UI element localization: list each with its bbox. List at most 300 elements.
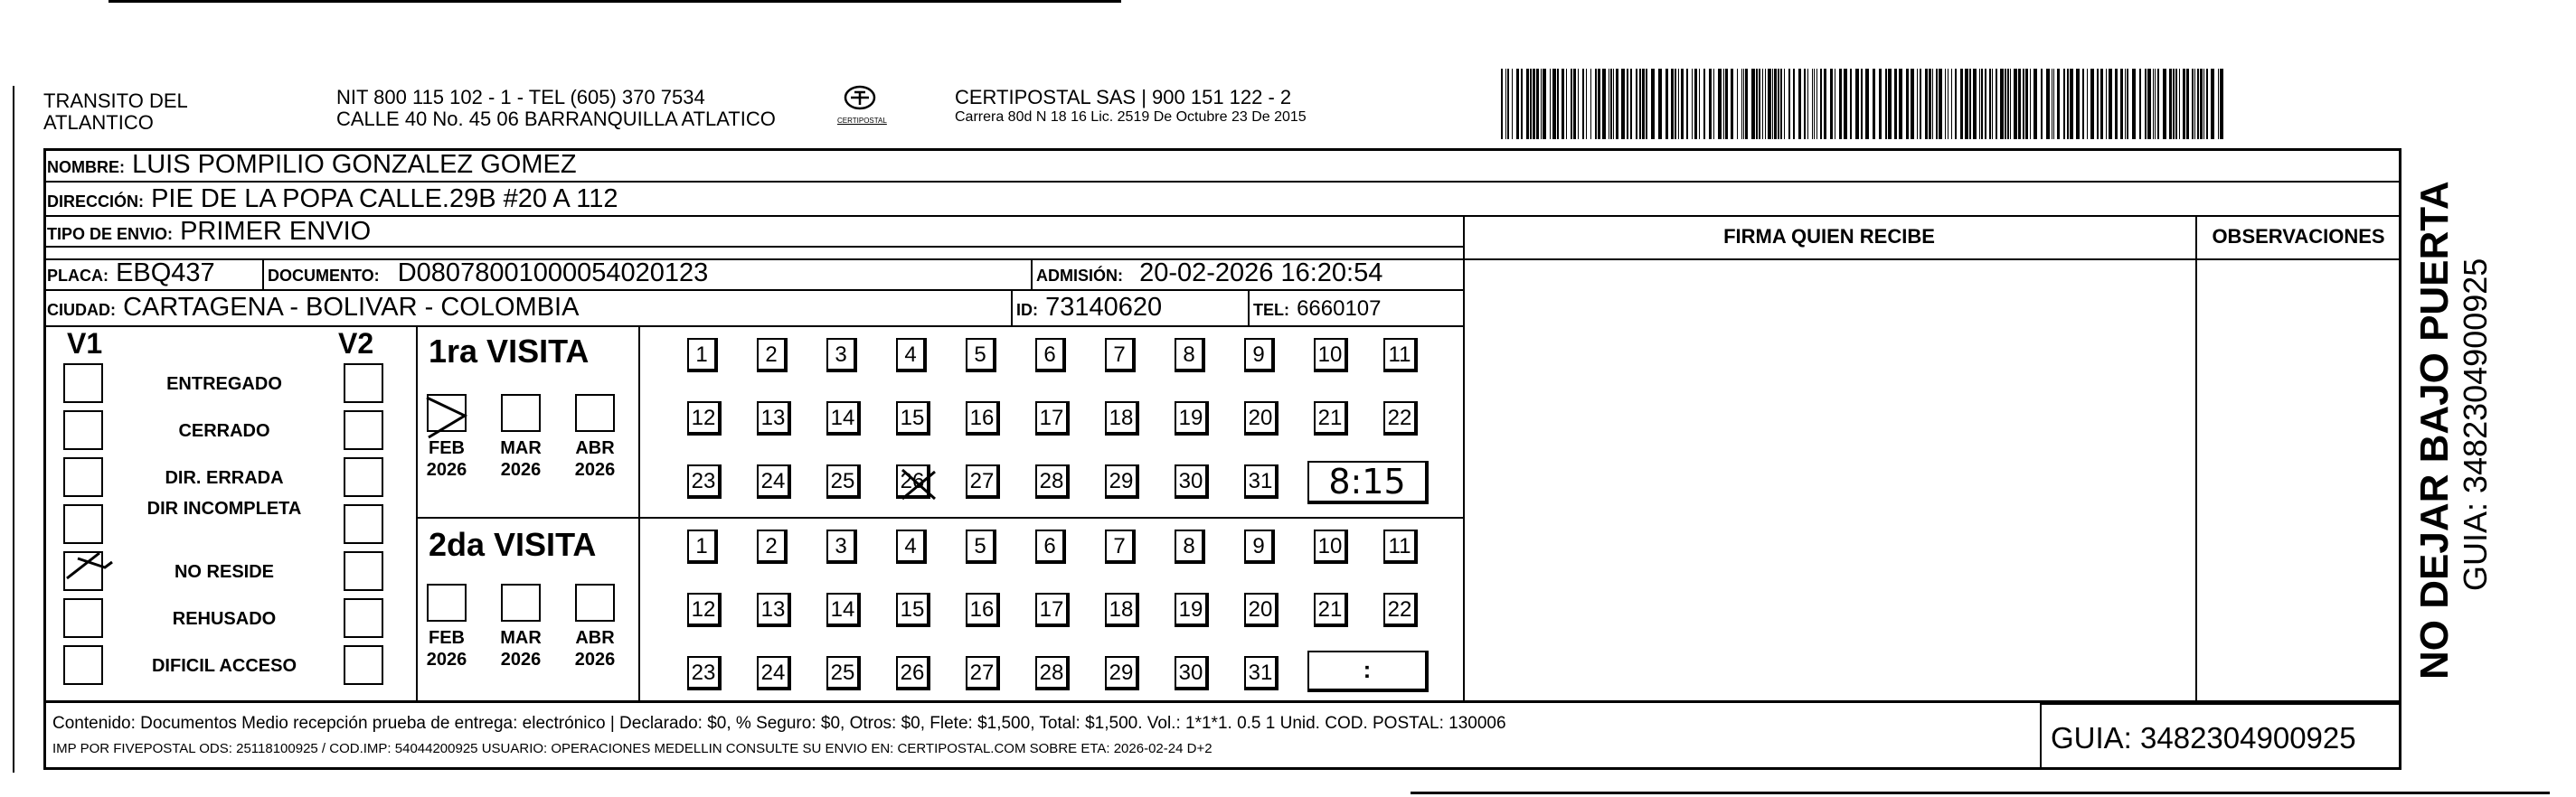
barcode-bar: [2030, 69, 2031, 139]
side-notice-line2: GUIA: 3482304900925: [2457, 258, 2494, 591]
visit-2-month-box-1[interactable]: [501, 584, 541, 622]
barcode-bar: [1550, 69, 1551, 139]
visit-2-day-box[interactable]: 19: [1175, 593, 1209, 627]
barcode-bar: [1969, 69, 1971, 139]
barcode-bar: [1774, 69, 1777, 139]
nombre-row: NOMBRE: LUIS POMPILIO GONZALEZ GOMEZ: [47, 150, 577, 179]
status-option-label: DIFICIL ACCESO: [151, 656, 297, 676]
visit-2-day-box[interactable]: 26: [896, 656, 930, 690]
documento-cell: DOCUMENTO: D08078001000054020123: [268, 258, 709, 287]
visit-1-day-box[interactable]: 1: [687, 338, 718, 372]
month-year: 2026: [574, 650, 616, 670]
barcode-bar: [1590, 69, 1591, 139]
barcode-bar: [1646, 69, 1647, 139]
barcode-bar: [1699, 69, 1700, 139]
barcode-bar: [1512, 69, 1513, 139]
sender-name: TRANSITO DEL ATLANTICO: [43, 89, 188, 134]
visit-1-day-box[interactable]: 4: [896, 338, 927, 372]
v2-checkbox-6[interactable]: [344, 645, 383, 685]
barcode-bar: [1804, 69, 1806, 139]
barcode-bar: [1751, 69, 1755, 139]
barcode-bar: [1979, 69, 1980, 139]
month-name: FEB: [429, 438, 465, 458]
barcode-bar: [2000, 69, 2004, 139]
barcode-bar: [1778, 69, 1779, 139]
visit-2-month-label: [562, 627, 627, 670]
visit-1-month-label: [488, 437, 553, 481]
barcode-bar: [2025, 69, 2028, 139]
barcode-bar: [2155, 69, 2156, 139]
visit-1-day-box[interactable]: 16: [966, 401, 1000, 436]
barcode-bar: [1989, 69, 1991, 139]
barcode-bar: [2220, 69, 2223, 139]
barcode-bar: [1879, 69, 1882, 139]
certipostal-logo: CERTIPOSTAL: [837, 85, 882, 130]
barcode-bar: [1762, 69, 1763, 139]
barcode-bar: [1636, 69, 1637, 139]
barcode-bar: [2106, 69, 2107, 139]
visit-2-day-box[interactable]: 7: [1105, 530, 1136, 564]
ciudad-value: CARTAGENA - BOLIVAR - COLOMBIA: [123, 293, 580, 322]
visit-1-day-box[interactable]: 7: [1105, 338, 1136, 372]
sender-nit: NIT 800 115 102 - 1 - TEL (605) 370 7534 CALLE 40 No. 45 06 BARRANQUILLA ATLATICO: [336, 86, 776, 130]
side-notice-line1: NO DEJAR BAJO PUERTA: [2412, 181, 2457, 680]
barcode-bar: [1713, 69, 1714, 139]
barcode-bar: [1844, 69, 1847, 139]
v1-checkbox-0[interactable]: [63, 363, 103, 403]
second-visit-title: 2da VISITA: [429, 526, 597, 563]
visit-2-day-box[interactable]: 10: [1314, 530, 1348, 564]
visit-1-day-box[interactable]: 5: [966, 338, 996, 372]
logo-mark-icon: [842, 85, 878, 112]
month-name: FEB: [429, 628, 465, 648]
id-tel-divider: [1248, 289, 1250, 325]
barcode-bar: [1562, 69, 1564, 139]
barcode-bar: [1894, 69, 1897, 139]
visit-2-day-box[interactable]: 14: [826, 593, 861, 627]
visit-2-day-box[interactable]: 5: [966, 530, 996, 564]
barcode-bar: [1586, 69, 1587, 139]
visit-2-day-box[interactable]: 11: [1383, 530, 1418, 564]
barcode-bar: [1830, 69, 1833, 139]
obs-col-left: [2195, 215, 2197, 703]
barcode-bar: [2175, 69, 2177, 139]
documento-value: D08078001000054020123: [397, 258, 709, 287]
barcode-image: [1501, 69, 2224, 139]
first-visit-time-box[interactable]: [1307, 461, 1429, 504]
barcode-bar: [2109, 69, 2112, 139]
barcode-bar: [1571, 69, 1572, 139]
tel-value: 6660107: [1297, 296, 1382, 321]
status-option-label: NO RESIDE: [174, 562, 275, 582]
barcode-bar: [1812, 69, 1813, 139]
visit-2-day-box[interactable]: 25: [826, 656, 861, 690]
tipo-envio-row: TIPO DE ENVIO: PRIMER ENVIO: [47, 217, 372, 246]
barcode-bar: [1992, 69, 1993, 139]
company-info: CERTIPOSTAL SAS | 900 151 122 - 2 Carrera 80d N 18 16 Lic. 2519 De Octubre 23 De 2015: [955, 86, 1307, 125]
barcode-bar: [2132, 69, 2136, 139]
visit-2-day-box[interactable]: 24: [757, 656, 791, 690]
barcode-bar: [1920, 69, 1921, 139]
second-visit-time: :: [1363, 656, 1372, 683]
visit-1-day-box[interactable]: 2: [757, 338, 788, 372]
v1-checkbox-1[interactable]: [63, 410, 103, 450]
visit-1-day-box[interactable]: 20: [1244, 401, 1279, 436]
visit-1-day-box[interactable]: 3: [826, 338, 857, 372]
barcode-bar: [1521, 69, 1523, 139]
barcode-bar: [1686, 69, 1688, 139]
visit-1-day-box[interactable]: 23: [687, 464, 722, 499]
barcode-bar: [1692, 69, 1693, 139]
visit-2-day-box[interactable]: 9: [1244, 530, 1275, 564]
visit-2-day-box[interactable]: 21: [1314, 593, 1348, 627]
visits-divider: [416, 517, 1463, 519]
visit-2-month-label: [488, 627, 553, 670]
barcode-bar: [1981, 69, 1983, 139]
visit-1-day-box[interactable]: 26: [896, 464, 930, 499]
barcode-bar: [1873, 69, 1875, 139]
tel-cell: TEL: 6660107: [1253, 296, 1382, 321]
barcode-bar: [1552, 69, 1556, 139]
visit-2-day-box[interactable]: 29: [1105, 656, 1139, 690]
barcode-bar: [2046, 69, 2050, 139]
barcode-bar: [1743, 69, 1744, 139]
barcode-bar: [1507, 69, 1509, 139]
v2-checkbox-1[interactable]: [344, 410, 383, 450]
visit-2-day-box[interactable]: 17: [1035, 593, 1070, 627]
v1-checkbox-2[interactable]: [63, 457, 103, 497]
barcode-bar: [1948, 69, 1949, 139]
visit-1-day-box[interactable]: 29: [1105, 464, 1139, 499]
visit-1-day-box[interactable]: 11: [1383, 338, 1418, 372]
visit-2-day-box[interactable]: 6: [1035, 530, 1066, 564]
visit-1-day-box[interactable]: 21: [1314, 401, 1348, 436]
barcode-bar: [1985, 69, 1986, 139]
status-option-label: REHUSADO: [172, 609, 277, 629]
barcode-bar: [1582, 69, 1584, 139]
footer-guia-divider: [2040, 703, 2042, 770]
barcode-bar: [2145, 69, 2147, 139]
barcode-bar: [1816, 69, 1817, 139]
v1-label: V1: [67, 327, 103, 360]
barcode-bar: [1925, 69, 1928, 139]
barcode-bar: [1784, 69, 1785, 139]
barcode-bar: [1745, 69, 1748, 139]
barcode-bar: [2186, 69, 2189, 139]
barcode-bar: [1694, 69, 1697, 139]
barcode-bar: [1936, 69, 1938, 139]
visit-1-day-box[interactable]: 31: [1244, 464, 1279, 499]
barcode-bar: [1530, 69, 1532, 139]
barcode-bar: [1675, 69, 1676, 139]
visit-2-day-box[interactable]: 27: [966, 656, 1000, 690]
barcode-bar: [2147, 69, 2151, 139]
barcode-bar: [1501, 69, 1503, 139]
v2-checkbox-2[interactable]: [344, 457, 383, 497]
visit-2-day-box[interactable]: 12: [687, 593, 722, 627]
visit-1-month-label: [414, 437, 479, 481]
barcode-bar: [1960, 69, 1963, 139]
barcode-bar: [1678, 69, 1679, 139]
month-name: ABR: [575, 628, 615, 648]
barcode-bar: [2192, 69, 2194, 139]
barcode-bar: [1621, 69, 1625, 139]
barcode-bar: [1768, 69, 1771, 139]
visit-1-day-box[interactable]: 12: [687, 401, 722, 436]
visit-1-day-box[interactable]: 9: [1244, 338, 1275, 372]
barcode-bar: [1756, 69, 1758, 139]
status-option-label: CERRADO: [178, 421, 270, 441]
barcode-bar: [1798, 69, 1801, 139]
visit-1-month-box-1[interactable]: [501, 394, 541, 432]
barcode-bar: [1839, 69, 1842, 139]
visit-2-day-box[interactable]: 13: [757, 593, 791, 627]
barcode-bar: [1807, 69, 1808, 139]
visit-2-day-box[interactable]: 30: [1175, 656, 1209, 690]
barcode-bar: [1578, 69, 1579, 139]
barcode-bar: [1526, 69, 1529, 139]
barcode-bar: [1642, 69, 1645, 139]
visit-2-day-box[interactable]: 22: [1383, 593, 1418, 627]
visit-1-month-label: [562, 437, 627, 481]
barcode-bar: [1793, 69, 1795, 139]
barcode-bar: [2033, 69, 2037, 139]
status-option-label: DIR. ERRADA: [165, 468, 284, 488]
visit-2-day-box[interactable]: 31: [1244, 656, 1279, 690]
barcode-bar: [2082, 69, 2084, 139]
barcode-bar: [1516, 69, 1519, 139]
visit-1-day-box[interactable]: 8: [1175, 338, 1205, 372]
barcode-bar: [2070, 69, 2073, 139]
admision-cell: ADMISIÓN: 20-02-2026 16:20:54: [1036, 258, 1383, 287]
v2-checkbox-3[interactable]: [344, 504, 383, 544]
barcode-bar: [1765, 69, 1766, 139]
firma-col-left: [1463, 215, 1465, 703]
visit-1-day-box[interactable]: 22: [1383, 401, 1418, 436]
visit-2-day-box[interactable]: 3: [826, 530, 857, 564]
firma-header: FIRMA QUIEN RECIBE: [1723, 225, 1935, 248]
barcode-bar: [1718, 69, 1722, 139]
admision-value: 20-02-2026 16:20:54: [1139, 258, 1383, 287]
barcode-bar: [2203, 69, 2204, 139]
visit-1-month-box-2[interactable]: [575, 394, 615, 432]
left-edge-line: [13, 86, 14, 773]
barcode-bar: [2067, 69, 2069, 139]
month-year: 2026: [426, 460, 467, 480]
month-year: 2026: [574, 460, 616, 480]
barcode-bar: [1888, 69, 1892, 139]
visit-2-day-box[interactable]: 23: [687, 656, 722, 690]
barcode-bar: [2200, 69, 2203, 139]
barcode-bar: [2197, 69, 2199, 139]
visit-2-day-box[interactable]: 4: [896, 530, 927, 564]
barcode-bar: [2173, 69, 2175, 139]
barcode-bar: [1820, 69, 1822, 139]
v1-checkbox-5[interactable]: [63, 598, 103, 638]
barcode-bar: [1703, 69, 1705, 139]
barcode-bar: [1627, 69, 1628, 139]
barcode-bar: [1616, 69, 1618, 139]
barcode-bar: [1543, 69, 1546, 139]
barcode-bar: [1865, 69, 1869, 139]
barcode-bar: [1929, 69, 1931, 139]
month-year: 2026: [500, 460, 542, 480]
barcode-bar: [2163, 69, 2166, 139]
visit-2-month-box-0[interactable]: [427, 584, 467, 622]
month-name: MAR: [500, 628, 542, 648]
visit-1-day-box[interactable]: 10: [1314, 338, 1348, 372]
barcode-bar: [1671, 69, 1674, 139]
footer-imp: IMP POR FIVEPOSTAL ODS: 25118100925 / COD.IMP: 54044200925 USUARIO: OPERACIONES MEDELLIN CONSULTE SU ENVIO EN: CERTIPOSTAL.COM SOBRE ETA: 2026-02-24 D+2: [52, 741, 1213, 756]
barcode-bar: [2169, 69, 2172, 139]
barcode-bar: [1780, 69, 1782, 139]
barcode-bar: [1665, 69, 1668, 139]
barcode-bar: [1658, 69, 1662, 139]
barcode-bar: [1855, 69, 1859, 139]
barcode-bar: [1651, 69, 1655, 139]
status-option-label: ENTREGADO: [166, 374, 282, 394]
id-cell: ID: 73140620: [1016, 293, 1163, 322]
visit-1-day-box[interactable]: 6: [1035, 338, 1066, 372]
v1-checkbox-4[interactable]: [63, 551, 103, 591]
barcode-bar: [2076, 69, 2080, 139]
barcode-bar: [2097, 69, 2099, 139]
v1-checkbox-6[interactable]: [63, 645, 103, 685]
visit-2-day-box[interactable]: 1: [687, 530, 718, 564]
v2-checkbox-5[interactable]: [344, 598, 383, 638]
second-visit-time-box[interactable]: [1307, 651, 1429, 692]
barcode-bar: [1932, 69, 1933, 139]
barcode-bar: [1788, 69, 1790, 139]
v1-checkbox-3[interactable]: [63, 504, 103, 544]
barcode-bar: [1737, 69, 1738, 139]
nombre-value: LUIS POMPILIO GONZALEZ GOMEZ: [132, 150, 577, 179]
first-visit-title: 1ra VISITA: [429, 333, 590, 370]
months-days-divider: [638, 325, 640, 703]
barcode-bar: [1814, 69, 1815, 139]
barcode-bar: [1850, 69, 1852, 139]
status-option-label: DIR INCOMPLETA: [146, 499, 302, 519]
barcode-bar: [2157, 69, 2159, 139]
visit-2-day-box[interactable]: 15: [896, 593, 930, 627]
visit-2-day-box[interactable]: 18: [1105, 593, 1139, 627]
barcode-bar: [1917, 69, 1918, 139]
barcode-bar: [1955, 69, 1957, 139]
doc-admision-divider: [1031, 258, 1033, 291]
barcode-bar: [1557, 69, 1559, 139]
barcode-bar: [1709, 69, 1712, 139]
barcode-bar: [1602, 69, 1606, 139]
barcode-bar: [2115, 69, 2118, 139]
v2-checkbox-0[interactable]: [344, 363, 383, 403]
visit-2-month-box-2[interactable]: [575, 584, 615, 622]
visit-1-day-box[interactable]: 13: [757, 401, 791, 436]
barcode-bar: [1533, 69, 1535, 139]
barcode-bar: [2041, 69, 2043, 139]
barcode-bar: [1536, 69, 1539, 139]
barcode-bar: [1723, 69, 1724, 139]
barcode-bar: [1595, 69, 1597, 139]
barcode-bar: [1505, 69, 1506, 139]
visit-1-day-box[interactable]: 27: [966, 464, 1000, 499]
direccion-value: PIE DE LA POPA CALLE.29B #20 A 112: [151, 184, 618, 213]
first-visit-time: 8:15: [1328, 462, 1406, 502]
visit-1-month-box-0[interactable]: [427, 394, 467, 432]
ciudad-id-divider: [1011, 289, 1013, 325]
barcode-bar: [2090, 69, 2094, 139]
visit-1-day-box[interactable]: 25: [826, 464, 861, 499]
barcode-bar: [2206, 69, 2208, 139]
v2-checkbox-4[interactable]: [344, 551, 383, 591]
barcode-bar: [2127, 69, 2128, 139]
footer-guia-top: [2040, 703, 2401, 705]
barcode-bar: [2018, 69, 2021, 139]
barcode-bar: [2007, 69, 2009, 139]
barcode-bar: [1541, 69, 1542, 139]
visit-2-day-box[interactable]: 8: [1175, 530, 1205, 564]
barcode-bar: [1906, 69, 1909, 139]
side-notice: [2412, 173, 2494, 680]
visit-1-day-box[interactable]: 17: [1035, 401, 1070, 436]
barcode-bar: [1899, 69, 1902, 139]
visit-2-day-box[interactable]: 20: [1244, 593, 1279, 627]
month-year: 2026: [500, 650, 542, 670]
visit-2-day-box[interactable]: 28: [1035, 656, 1070, 690]
visit-1-day-box[interactable]: 14: [826, 401, 861, 436]
direccion-row: DIRECCIÓN: PIE DE LA POPA CALLE.29B #20 A 112: [47, 184, 618, 213]
barcode-bar: [1772, 69, 1773, 139]
month-name: ABR: [575, 438, 615, 458]
footer-guia: GUIA: 3482304900925: [2051, 721, 2356, 755]
tipo-envio-value: PRIMER ENVIO: [180, 217, 372, 246]
visit-1-day-box[interactable]: 19: [1175, 401, 1209, 436]
barcode-bar: [2179, 69, 2180, 139]
barcode-bar: [2125, 69, 2126, 139]
top-edge-line: [109, 0, 1121, 3]
barcode-bar: [1996, 69, 1997, 139]
barcode-bar: [2183, 69, 2185, 139]
barcode-bar: [1566, 69, 1567, 139]
barcode-bar: [2053, 69, 2054, 139]
visit-1-day-box[interactable]: 15: [896, 401, 930, 436]
visit-2-day-box[interactable]: 16: [966, 593, 1000, 627]
placa-value: EBQ437: [116, 258, 215, 287]
barcode-bar: [2063, 69, 2065, 139]
visit-1-day-box[interactable]: 28: [1035, 464, 1070, 499]
barcode-bar: [1725, 69, 1728, 139]
visit-1-day-box[interactable]: 24: [757, 464, 791, 499]
barcode-bar: [2057, 69, 2060, 139]
barcode-bar: [1861, 69, 1863, 139]
barcode-bar: [1681, 69, 1684, 139]
visit-1-day-box[interactable]: 18: [1105, 401, 1139, 436]
bottom-edge-line: [1411, 792, 2550, 794]
barcode-bar: [1973, 69, 1977, 139]
barcode-bar: [2087, 69, 2088, 139]
barcode-bar: [1639, 69, 1641, 139]
barcode-bar: [1731, 69, 1733, 139]
visit-1-day-box[interactable]: 30: [1175, 464, 1209, 499]
id-value: 73140620: [1045, 293, 1163, 322]
barcode-bar: [1610, 69, 1612, 139]
visit-2-day-box[interactable]: 2: [757, 530, 788, 564]
barcode-bar: [2120, 69, 2123, 139]
barcode-bar: [2139, 69, 2141, 139]
barcode-bar: [1613, 69, 1614, 139]
observaciones-header: OBSERVACIONES: [2212, 225, 2385, 248]
barcode-bar: [1824, 69, 1826, 139]
barcode-bar: [1965, 69, 1968, 139]
